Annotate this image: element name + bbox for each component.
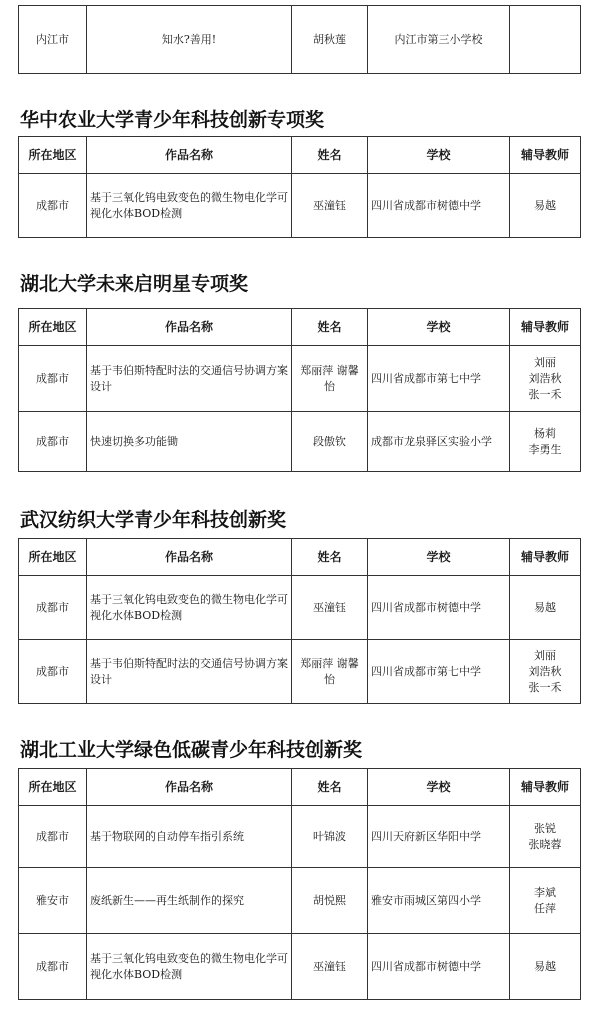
cell-name: 郑丽萍 谢馨怡 (292, 346, 368, 412)
cell-title: 快速切换多功能锄 (87, 412, 292, 472)
cell-region: 成都市 (19, 934, 87, 1000)
cell-title: 废纸新生——再生纸制作的探究 (87, 868, 292, 934)
cell-teacher: 易越 (510, 934, 581, 1000)
header-region: 所在地区 (19, 309, 87, 346)
cell-school: 成都市龙泉驿区实验小学 (368, 412, 510, 472)
cell-title: 基于三氧化钨电致变色的微生物电化学可视化水体BOD检测 (87, 174, 292, 238)
cell-title: 基于三氧化钨电致变色的微生物电化学可视化水体BOD检测 (87, 934, 292, 1000)
table-row (19, 412, 581, 472)
cell-region: 成都市 (19, 174, 87, 238)
header-school: 学校 (368, 539, 510, 576)
cell-title: 基于韦伯斯特配时法的交通信号协调方案设计 (87, 640, 292, 704)
table-row (19, 806, 581, 868)
header-school: 学校 (368, 137, 510, 174)
cell-teacher: 易越 (510, 576, 581, 640)
cell-name: 胡秋莲 (292, 6, 368, 74)
section-title: 武汉纺织大学青少年科技创新奖 (20, 509, 287, 531)
section-title: 华中农业大学青少年科技创新专项奖 (20, 109, 325, 131)
header-school: 学校 (368, 309, 510, 346)
table-header-row (19, 769, 581, 806)
header-title: 作品名称 (87, 769, 292, 806)
table-continued (18, 5, 581, 74)
award-table (18, 768, 581, 1000)
table-header-row (19, 309, 581, 346)
header-teacher: 辅导教师 (510, 137, 581, 174)
header-title: 作品名称 (87, 309, 292, 346)
cell-teacher: 刘丽 刘浩秋 张一禾 (510, 640, 581, 704)
cell-name: 巫潼钰 (292, 174, 368, 238)
header-teacher: 辅导教师 (510, 769, 581, 806)
cell-region: 成都市 (19, 576, 87, 640)
cell-title: 基于韦伯斯特配时法的交通信号协调方案设计 (87, 346, 292, 412)
award-table (18, 136, 581, 238)
cell-name: 叶锦波 (292, 806, 368, 868)
cell-title: 知水?善用! (87, 6, 292, 74)
section-title: 湖北大学未来启明星专项奖 (20, 273, 249, 295)
cell-teacher: 杨莉 李勇生 (510, 412, 581, 472)
cell-teacher: 刘丽 刘浩秋 张一禾 (510, 346, 581, 412)
cell-name: 巫潼钰 (292, 576, 368, 640)
cell-name: 郑丽萍 谢馨怡 (292, 640, 368, 704)
cell-teacher: 张锐 张晓蓉 (510, 806, 581, 868)
cell-school: 雅安市雨城区第四小学 (368, 868, 510, 934)
cell-region: 成都市 (19, 346, 87, 412)
header-name: 姓名 (292, 539, 368, 576)
table-row (19, 346, 581, 412)
header-teacher: 辅导教师 (510, 539, 581, 576)
cell-school: 内江市第三小学校 (368, 6, 510, 74)
table-row (19, 174, 581, 238)
cell-school: 四川省成都市树德中学 (368, 934, 510, 1000)
header-teacher: 辅导教师 (510, 309, 581, 346)
cell-teacher: 李斌 任萍 (510, 868, 581, 934)
cell-region: 成都市 (19, 640, 87, 704)
header-name: 姓名 (292, 769, 368, 806)
cell-name: 巫潼钰 (292, 934, 368, 1000)
award-table (18, 308, 581, 472)
table-row (19, 868, 581, 934)
table-header-row (19, 137, 581, 174)
header-name: 姓名 (292, 309, 368, 346)
cell-school: 四川省成都市第七中学 (368, 640, 510, 704)
cell-school: 四川天府新区华阳中学 (368, 806, 510, 868)
header-region: 所在地区 (19, 769, 87, 806)
header-title: 作品名称 (87, 137, 292, 174)
table-header-row (19, 539, 581, 576)
table-row (19, 640, 581, 704)
header-school: 学校 (368, 769, 510, 806)
cell-region: 成都市 (19, 806, 87, 868)
cell-title: 基于物联网的自动停车指引系统 (87, 806, 292, 868)
table-row (19, 576, 581, 640)
cell-teacher (510, 6, 581, 74)
cell-name: 胡悦熙 (292, 868, 368, 934)
header-title: 作品名称 (87, 539, 292, 576)
cell-school: 四川省成都市树德中学 (368, 576, 510, 640)
cell-title: 基于三氧化钨电致变色的微生物电化学可视化水体BOD检测 (87, 576, 292, 640)
header-region: 所在地区 (19, 539, 87, 576)
cell-region: 内江市 (19, 6, 87, 74)
header-region: 所在地区 (19, 137, 87, 174)
cell-teacher: 易越 (510, 174, 581, 238)
cell-school: 四川省成都市第七中学 (368, 346, 510, 412)
cell-region: 雅安市 (19, 868, 87, 934)
table-row (19, 934, 581, 1000)
award-table (18, 538, 581, 704)
cell-name: 段傲钦 (292, 412, 368, 472)
cell-school: 四川省成都市树德中学 (368, 174, 510, 238)
section-title: 湖北工业大学绿色低碳青少年科技创新奖 (20, 739, 363, 761)
table-row (19, 6, 581, 74)
header-name: 姓名 (292, 137, 368, 174)
cell-region: 成都市 (19, 412, 87, 472)
